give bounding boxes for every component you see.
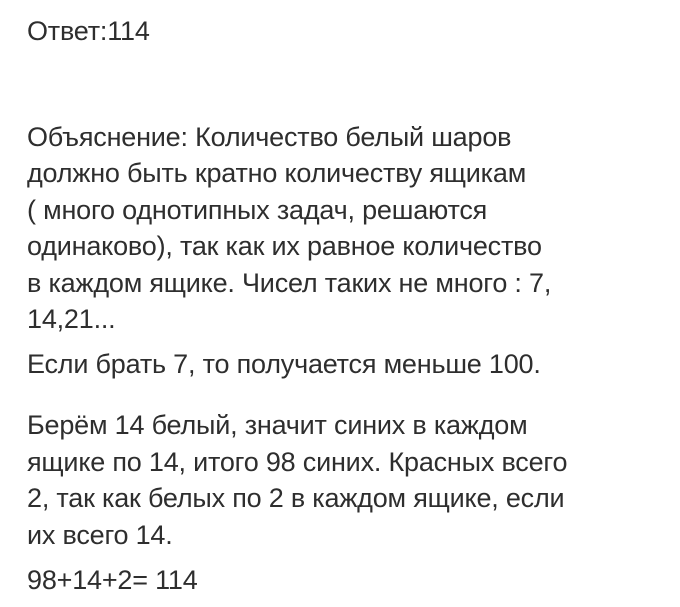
explanation-paragraph — [27, 119, 664, 338]
answer-line — [27, 13, 664, 50]
explanation-line: должно быть кратно количеству ящикам — [27, 158, 527, 188]
sum-line — [27, 562, 664, 599]
take-fourteen-line: их всего 14. — [27, 519, 173, 550]
explanation-line: 14,21... — [27, 304, 116, 334]
take-fourteen-paragraph — [27, 407, 664, 553]
explanation-line: в каждом ящике. Чисел таких не много : 7, — [27, 267, 552, 298]
explanation-line: ( много однотипных задач, решаются — [27, 194, 488, 225]
explanation-line: Объяснение: Количество белый шаров — [27, 121, 512, 152]
take-fourteen-line: ящике по 14, итого 98 синих. Красных всего — [27, 446, 568, 477]
sum-text: 98+14+2= 114 — [27, 565, 198, 595]
if-seven-paragraph — [27, 346, 664, 383]
take-fourteen-line: 2, так как белых по 2 в каждом ящике, если — [27, 483, 565, 513]
if-seven-text: Если брать 7, то получается меньше 100. — [27, 348, 541, 379]
take-fourteen-line: Берём 14 белый, значит синих в каждом — [27, 410, 528, 440]
explanation-line: одинаково), так как их равное количество — [27, 231, 542, 261]
answer-text: Ответ:114 — [27, 16, 150, 46]
